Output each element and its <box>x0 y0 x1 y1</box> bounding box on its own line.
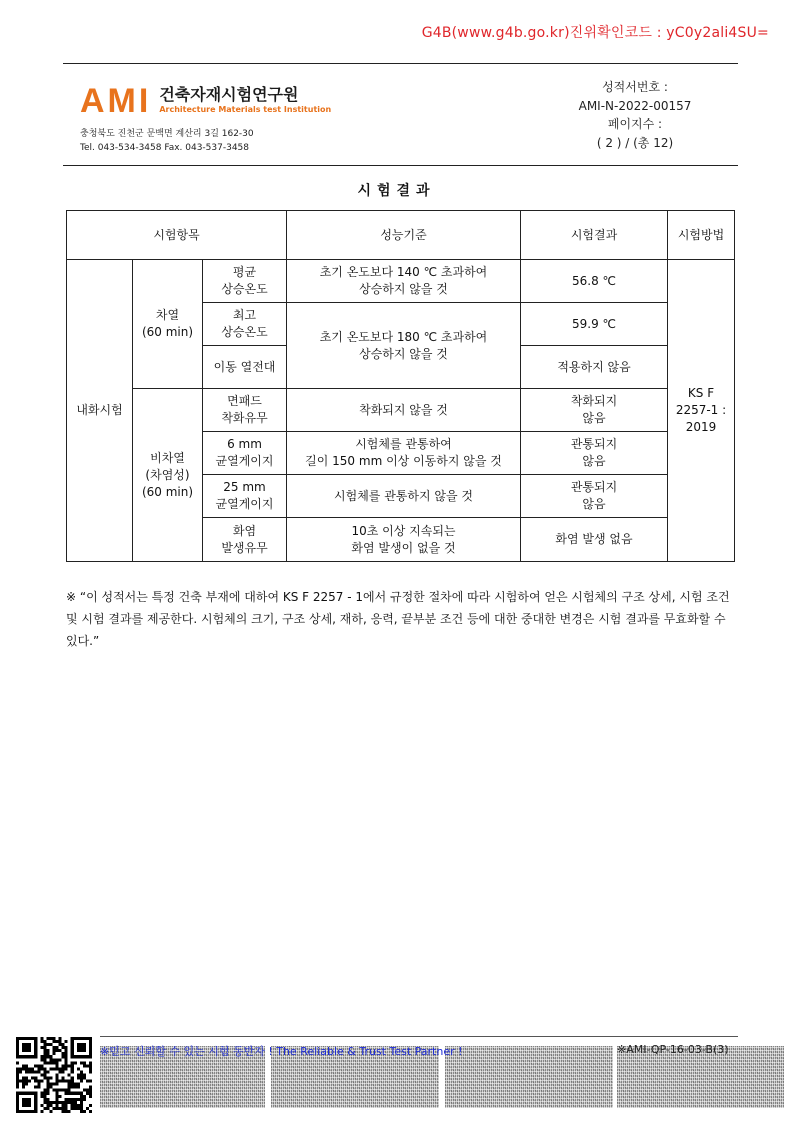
logo-text <box>159 86 331 116</box>
verification-code: G4B(www.g4b.go.kr)진위확인코드 : yC0y2ali4SU= <box>421 25 769 41</box>
header-criteria: 성능기준 <box>287 211 521 260</box>
sub-item: 이동 열전대 <box>203 346 287 389</box>
footer-rule <box>100 1036 738 1037</box>
org-name-english: Architecture Materials test Institution <box>159 105 332 114</box>
footer-slogan: ※믿고 신뢰할 수 있는 시험 동반자 ! The Reliable & Trust Test Partner ! <box>100 1045 463 1058</box>
result-cell: 착화되지 않음 <box>521 389 668 432</box>
header-top-rule <box>63 63 738 64</box>
criteria-cell: 착화되지 않을 것 <box>287 389 521 432</box>
criteria-cell: 초기 온도보다 140 ℃ 초과하여 상승하지 않을 것 <box>287 260 521 303</box>
org-logo <box>80 84 331 118</box>
sub-item: 면패드 착화유무 <box>203 389 287 432</box>
header-test-item: 시험항목 <box>67 211 287 260</box>
criteria-cell: 10초 이상 지속되는 화염 발생이 없을 것 <box>287 518 521 562</box>
test-method: KS F 2257-1 : 2019 <box>668 260 735 562</box>
sub-item: 최고 상승온도 <box>203 303 287 346</box>
page-count-label: 페이지수 : <box>607 117 663 131</box>
report-number: AMI-N-2022-00157 <box>578 98 692 113</box>
disclaimer-note: ※ “이 성적서는 특정 건축 부재에 대하여 KS F 2257 - 1에서 규정한 절차에 따라 시험하여 얻은 시험체의 구조 상세, 시험 조건 및 시험 결과를 제공한다. 시험체의 크기, 구조 상세, 재하, 응력, 끝부분 조건 등에 대한 중대한 변경은 시험 결과를 무효화할 수 있다.” <box>66 590 730 648</box>
result-cell: 59.9 ℃ <box>521 303 668 346</box>
org-address-block <box>80 127 254 155</box>
report-number-label: 성적서번호 : <box>602 80 668 94</box>
table-header-row <box>67 211 735 260</box>
sub-item: 평균 상승온도 <box>203 260 287 303</box>
header-bottom-rule <box>63 165 738 166</box>
org-name-korean: 건축자재시험연구원 <box>159 85 299 104</box>
group-integrity: 비차열 (차염성) (60 min) <box>133 389 203 562</box>
org-contact: Tel. 043-534-3458 Fax. 043-537-3458 <box>80 143 250 153</box>
table-row <box>67 389 735 432</box>
section-title: 시험결과 <box>357 183 436 199</box>
results-table <box>66 210 735 562</box>
group-insulation: 차열 (60 min) <box>133 260 203 389</box>
header-result: 시험결과 <box>521 211 668 260</box>
logo-mark: AMI <box>80 82 152 120</box>
criteria-cell: 시험체를 관통하여 길이 150 mm 이상 이동하지 않을 것 <box>287 432 521 475</box>
result-cell: 관통되지 않음 <box>521 475 668 518</box>
sub-item: 화염 발생유무 <box>203 518 287 562</box>
page-count: ( 2 ) / (총 12) <box>596 135 674 150</box>
report-info <box>560 78 710 152</box>
criteria-cell: 시험체를 관통하지 않을 것 <box>287 475 521 518</box>
result-cell: 56.8 ℃ <box>521 260 668 303</box>
sub-item: 25 mm 균열게이지 <box>203 475 287 518</box>
result-cell: 화염 발생 없음 <box>521 518 668 562</box>
header-method: 시험방법 <box>668 211 735 260</box>
sub-item: 6 mm 균열게이지 <box>203 432 287 475</box>
qr-code-icon <box>16 1037 92 1113</box>
result-cell: 관통되지 않음 <box>521 432 668 475</box>
footer-form-code: ※AMI-QP-16-03-B(3) <box>617 1043 729 1056</box>
table-row <box>67 260 735 303</box>
footer-noise-panel <box>445 1046 613 1108</box>
result-cell: 적용하지 않음 <box>521 346 668 389</box>
criteria-cell: 초기 온도보다 180 ℃ 초과하여 상승하지 않을 것 <box>287 303 521 389</box>
org-address: 충청북도 진천군 문백면 계산리 3길 162-30 <box>80 129 254 139</box>
test-category: 내화시험 <box>67 260 133 562</box>
